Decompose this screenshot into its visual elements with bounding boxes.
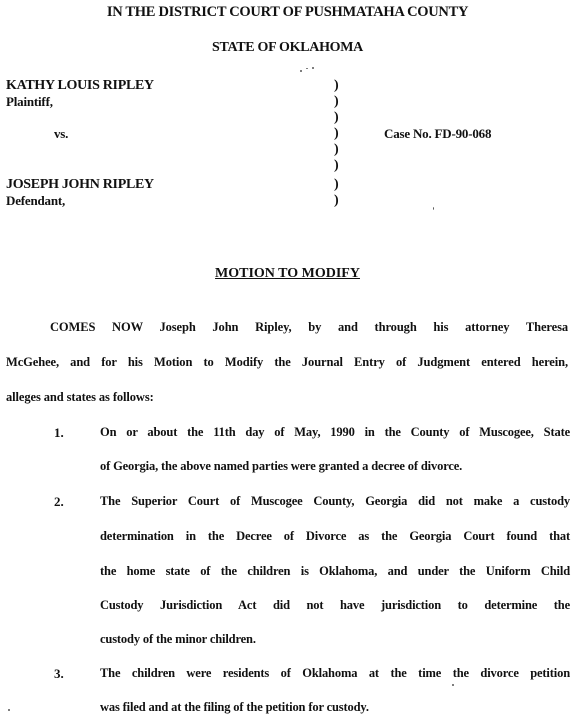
- scan-speck: [8, 709, 10, 711]
- plaintiff-name: KATHY LOUIS RIPLEY: [6, 78, 154, 93]
- caption-paren: ): [334, 78, 339, 93]
- item-line: The children were residents of Oklahoma at the time the divorce petition: [100, 666, 570, 680]
- caption-paren: ): [334, 94, 339, 109]
- item-number: 2.: [54, 494, 64, 509]
- intro-line: COMES NOW Joseph John Ripley, by and through his attorney Theresa: [50, 320, 568, 334]
- caption-paren: ): [334, 126, 339, 141]
- versus-label: vs.: [54, 126, 69, 141]
- court-heading: IN THE DISTRICT COURT OF PUSHMATAHA COUNTY: [106, 4, 469, 20]
- motion-title: [0, 266, 575, 282]
- item-line: On or about the 11th day of May, 1990 in the County of Muscogee, State: [100, 425, 570, 439]
- item-line: was filed and at the filing of the petition for custody.: [100, 700, 369, 714]
- defendant-name: JOSEPH JOHN RIPLEY: [6, 177, 154, 192]
- plaintiff-role: Plaintiff,: [6, 94, 53, 109]
- caption-paren: ): [334, 158, 339, 173]
- defendant-role: Defendant,: [6, 193, 66, 208]
- scan-speck: [312, 67, 314, 69]
- item-number: 1.: [54, 425, 64, 440]
- case-number: Case No. FD-90-068: [384, 126, 492, 141]
- caption-paren: ): [334, 177, 339, 192]
- item-line: Custody Jurisdiction Act did not have jurisdiction to determine the: [100, 598, 570, 612]
- intro-line: alleges and states as follows:: [6, 390, 154, 404]
- item-line: the home state of the children is Oklahoma, and under the Uniform Child: [100, 564, 570, 578]
- caption-paren: ): [334, 193, 339, 208]
- scan-speck: [306, 68, 308, 69]
- caption-paren: ): [334, 110, 339, 125]
- caption-paren: ): [334, 142, 339, 157]
- item-line: The Superior Court of Muscogee County, Georgia did not make a custody: [100, 494, 570, 508]
- state-heading: STATE OF OKLAHOMA: [212, 40, 363, 55]
- item-line: determination in the Decree of Divorce as the Georgia Court found that: [100, 529, 570, 543]
- motion-title-text: MOTION TO MODIFY: [215, 266, 360, 281]
- item-number: 3.: [54, 666, 64, 681]
- intro-line: McGehee, and for his Motion to Modify the Journal Entry of Judgment entered herein,: [6, 355, 568, 369]
- item-line: custody of the minor children.: [100, 632, 256, 646]
- scan-speck: [300, 70, 302, 72]
- scan-speck: [452, 684, 454, 686]
- scan-speck: [433, 207, 434, 210]
- item-line: of Georgia, the above named parties were granted a decree of divorce.: [100, 459, 463, 473]
